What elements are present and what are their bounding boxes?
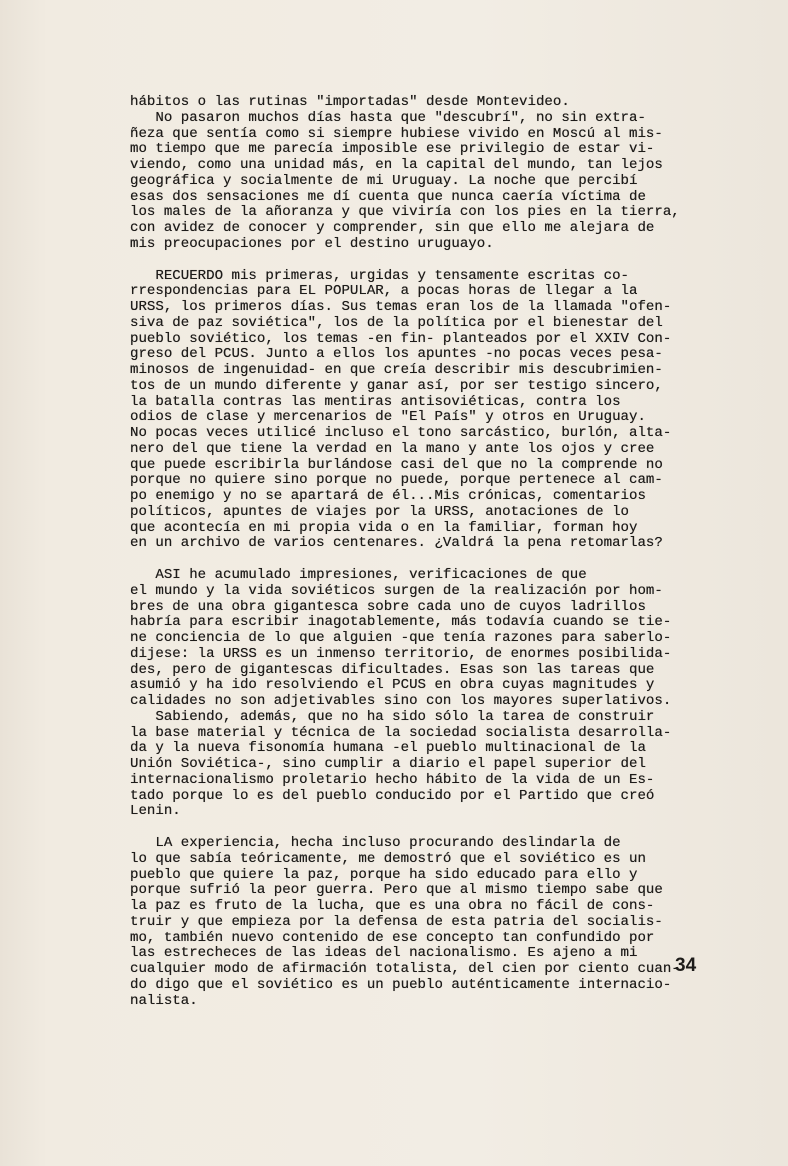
text-line: en un archivo de varios centenares. ¿Valdrá la pena retomarlas? xyxy=(130,535,663,552)
text-line: truir y que empieza por la defensa de esta patria del socialis- xyxy=(130,913,663,930)
text-line: Unión Soviética-, sino cumplir a diario el papel superior del xyxy=(130,756,646,772)
text-line: ñeza que sentía como si siempre hubiese vivido en Moscú al mis- xyxy=(130,125,663,142)
text-line: cualquier modo de afirmación totalista, del cien por ciento cuan- xyxy=(130,961,680,977)
text-line: LA experiencia, hecha incluso procurando deslindarla de xyxy=(130,835,621,851)
text-line: nero del que tiene la verdad en la mano y ante los ojos y cree xyxy=(130,440,655,457)
page-number: 34 xyxy=(675,955,697,976)
text-line: greso del PCUS. Junto a ellos los apuntes -no pocas veces pesa- xyxy=(130,346,663,363)
body-text xyxy=(130,95,724,1009)
text-line: Sabiendo, además, que no ha sido sólo la tarea de construir xyxy=(130,708,655,725)
text-line: viendo, como una unidad más, en la capital del mundo, tan lejos xyxy=(130,157,663,173)
text-line: los males de la añoranza y que viviría con los pies en la tierra, xyxy=(130,204,680,221)
text-line: políticos, apuntes de viajes por la URSS, anotaciones de lo xyxy=(130,503,629,520)
text-line: el mundo y la vida soviéticos surgen de la realización por hom- xyxy=(130,582,663,599)
text-line: las estrecheces de las ideas del nacionalismo. Es ajeno a mi xyxy=(130,945,638,962)
text-line: Lenin. xyxy=(130,803,181,820)
text-line: tado porque lo es del pueblo conducido por el Partido que creó xyxy=(130,787,655,804)
text-line: con avidez de conocer y comprender, sin que ello me alejara de xyxy=(130,220,655,236)
text-line: URSS, los primeros días. Sus temas eran los de la llamada "ofen- xyxy=(130,299,672,315)
paragraph-gap xyxy=(130,820,724,836)
text-line: que acontecía en mi propia vida o en la familiar, forman hoy xyxy=(130,519,638,536)
text-line: esas dos sensaciones me dí cuenta que nunca caería víctima de xyxy=(130,188,646,205)
paragraph-gap xyxy=(130,253,724,269)
text-line: minosos de ingenuidad- en que creía describir mis descubrimien- xyxy=(130,362,663,378)
text-line: dijese: la URSS es un inmenso territorio, de enormes posibilida- xyxy=(130,645,672,662)
text-line: nalista. xyxy=(130,992,198,1009)
text-line: lo que sabía teóricamente, me demostró que el soviético es un xyxy=(130,850,646,867)
text-line: tos de un mundo diferente y ganar así, por ser testigo sincero, xyxy=(130,377,663,394)
text-line: la base material y técnica de la sociedad socialista desarrolla- xyxy=(130,724,672,741)
text-line: la batalla contras las mentiras antisoviéticas, contra los xyxy=(130,393,621,410)
text-line: internacionalismo proletario hecho hábito de la vida de un Es- xyxy=(130,771,655,788)
text-line: pueblo que quiere la paz, porque ha sido educado para ello y xyxy=(130,866,638,883)
text-line: ASI he acumulado impresiones, verificaciones de que xyxy=(130,567,587,583)
text-line: odios de clase y mercenarios de "El País" y otros en Uruguay. xyxy=(130,409,646,426)
text-line: des, pero de gigantescas dificultades. Esas son las tareas que xyxy=(130,661,655,678)
text-line: do digo que el soviético es un pueblo auténticamente internacio- xyxy=(130,976,672,993)
text-line: No pasaron muchos días hasta que "descubrí", no sin extra- xyxy=(130,109,646,126)
text-line: ne conciencia de lo que alguien -que tenía razones para saberlo- xyxy=(130,630,672,646)
text-line: hábitos o las rutinas "importadas" desde Montevideo. xyxy=(130,94,570,110)
paragraph-gap xyxy=(130,552,724,568)
text-line: RECUERDO mis primeras, urgidas y tensamente escritas co- xyxy=(130,267,629,284)
text-line: calidades no son adjetivables sino con los mayores superlativos. xyxy=(130,693,672,709)
paragraph xyxy=(130,95,724,253)
text-line: No pocas veces utilicé incluso el tono sarcástico, burlón, alta- xyxy=(130,425,672,441)
text-line: po enemigo y no se apartará de él...Mis crónicas, comentarios xyxy=(130,488,646,504)
text-line: mis preocupaciones por el destino uruguayo. xyxy=(130,235,494,252)
paragraph xyxy=(130,269,724,553)
text-line: que puede escribirla burlándose casi del que no la comprende no xyxy=(130,456,663,473)
text-line: habría para escribir inagotablemente, más todavía cuando se tie- xyxy=(130,614,672,631)
text-line: siva de paz soviética", los de la política por el bienestar del xyxy=(130,314,663,331)
text-line: pueblo soviético, los temas -en fin- planteados por el XXIV Con- xyxy=(130,330,672,347)
text-line: rrespondencias para EL POPULAR, a pocas horas de llegar a la xyxy=(130,283,638,300)
text-line: da y la nueva fisonomía humana -el pueblo multinacional de la xyxy=(130,740,646,757)
text-line: mo tiempo que me parecía imposible ese privilegio de estar vi- xyxy=(130,141,655,158)
paragraph xyxy=(130,836,724,1009)
text-line: porque no quiere sino porque no puede, porque pertenece al cam- xyxy=(130,472,663,489)
text-line: porque sufrió la peor guerra. Pero que al mismo tiempo sabe que xyxy=(130,882,663,899)
text-line: geográfica y socialmente de mi Uruguay. La noche que percibí xyxy=(130,172,638,189)
paragraph xyxy=(130,568,724,820)
text-line: bres de una obra gigantesca sobre cada uno de cuyos ladrillos xyxy=(130,598,646,615)
text-line: mo, también nuevo contenido de ese concepto tan confundido por xyxy=(130,929,655,946)
text-line: la paz es fruto de la lucha, que es una obra no fácil de cons- xyxy=(130,898,655,914)
text-line: asumió y ha ido resolviendo el PCUS en obra cuyas magnitudes y xyxy=(130,677,655,694)
